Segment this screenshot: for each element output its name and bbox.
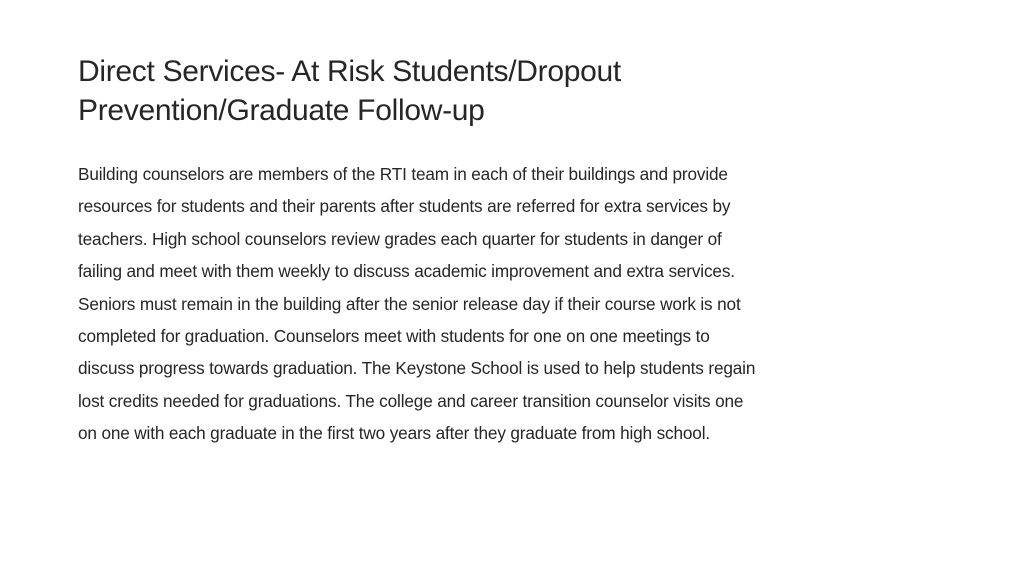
body-text-line: Seniors must remain in the building after the senior release day if their course work is not [78,293,741,314]
slide-body-text [78,158,938,450]
slide-title [78,52,958,130]
slide-title-line: Direct Services- At Risk Students/Dropout [78,55,621,88]
body-text-line: lost credits needed for graduations. The college and career transition counselor visits one [78,390,744,411]
slide-title-line: Prevention/Graduate Follow-up [78,94,485,127]
body-text-line: completed for graduation. Counselors meet with students for one on one meetings to [78,326,710,347]
body-text-line: failing and meet with them weekly to discuss academic improvement and extra services. [78,261,735,282]
body-text-line: resources for students and their parents after students are referred for extra services by [78,196,731,217]
body-text-line: on one with each graduate in the first two years after they graduate from high school. [78,423,711,444]
body-text-line: Building counselors are members of the RTI team in each of their buildings and provide [78,164,728,184]
body-text-line: discuss progress towards graduation. The Keystone School is used to help students regain [78,358,756,379]
body-text-line: teachers. High school counselors review grades each quarter for students in danger of [78,228,722,249]
